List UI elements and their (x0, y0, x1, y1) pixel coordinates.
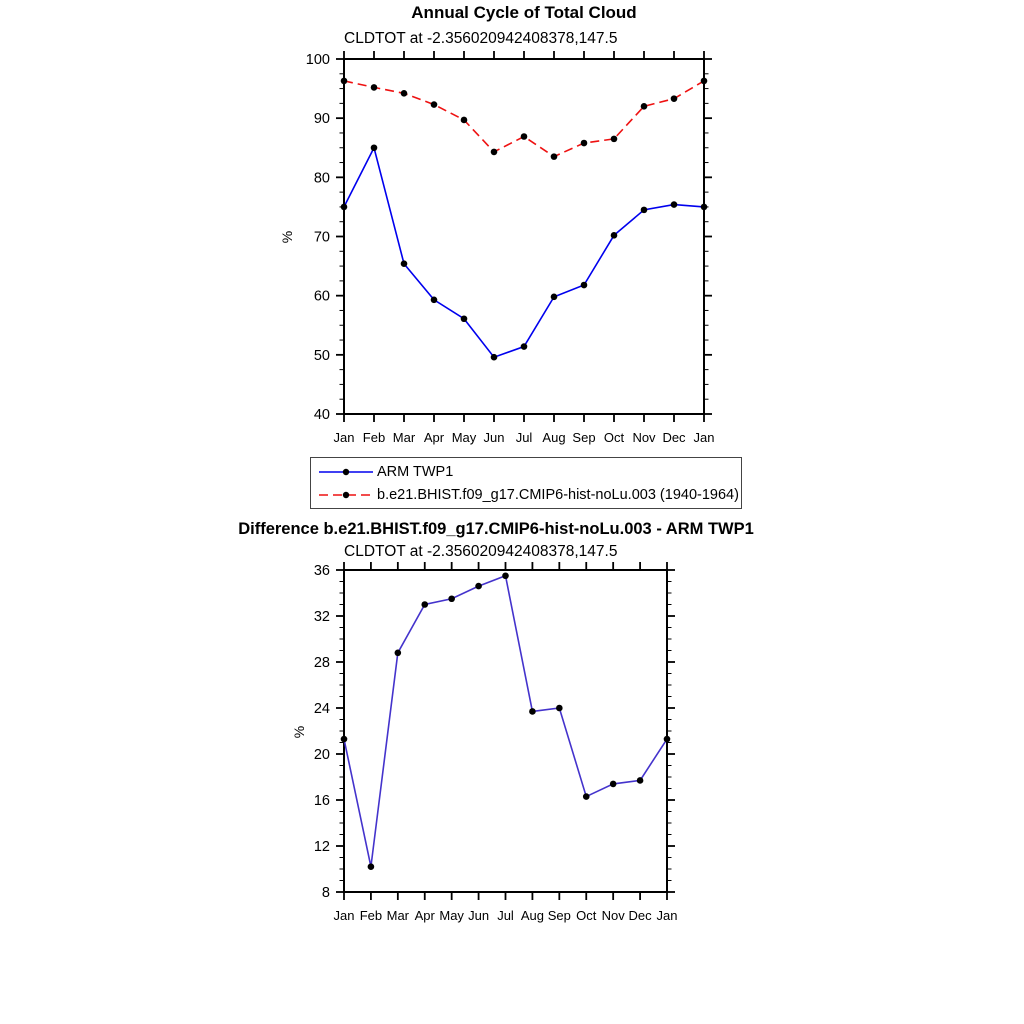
svg-text:Feb: Feb (362, 430, 386, 445)
annual-cycle-chart (306, 51, 715, 445)
svg-text:Sep: Sep (572, 430, 596, 445)
chart2-title: Difference b.e21.BHIST.f09_g17.CMIP6-hist-noLu.003 - ARM TWP1 (238, 520, 754, 538)
legend-item-arm-twp1 (317, 460, 735, 483)
svg-text:Jan: Jan (333, 908, 355, 923)
svg-text:20: 20 (313, 747, 330, 763)
svg-text:Feb: Feb (359, 908, 383, 923)
chart1-title: Annual Cycle of Total Cloud (411, 3, 637, 22)
legend-label-arm-twp1: ARM TWP1 (377, 463, 454, 480)
svg-text:Jan: Jan (693, 430, 715, 445)
svg-text:70: 70 (313, 229, 330, 246)
svg-text:100: 100 (305, 52, 330, 68)
svg-text:Jun: Jun (468, 908, 490, 923)
svg-text:May: May (439, 908, 464, 923)
svg-text:Jul: Jul (497, 908, 514, 923)
svg-text:Apr: Apr (423, 430, 445, 445)
legend-line-dashed-icon (317, 489, 375, 501)
svg-text:50: 50 (313, 347, 330, 364)
svg-text:Sep: Sep (547, 908, 571, 923)
svg-text:Nov: Nov (601, 908, 625, 923)
svg-text:Aug: Aug (542, 430, 566, 445)
svg-text:Jan: Jan (656, 908, 678, 923)
chart1-legend (310, 457, 742, 509)
svg-text:12: 12 (313, 839, 330, 855)
svg-text:32: 32 (313, 609, 330, 625)
svg-text:80: 80 (313, 170, 330, 187)
chart1-subtitle: CLDTOT at -2.356020942408378,147.5 (344, 30, 618, 47)
svg-text:Jun: Jun (483, 430, 505, 445)
svg-text:Oct: Oct (576, 908, 597, 923)
svg-text:40: 40 (313, 407, 330, 423)
svg-text:Mar: Mar (392, 430, 416, 445)
legend-line-solid-icon (317, 466, 375, 478)
chart2-y-axis-label: % (291, 725, 308, 739)
svg-text:8: 8 (321, 885, 330, 901)
svg-text:36: 36 (313, 563, 330, 579)
legend-item-model (317, 483, 739, 506)
difference-chart (314, 562, 678, 923)
svg-text:Aug: Aug (520, 908, 544, 923)
svg-text:60: 60 (313, 288, 330, 305)
svg-text:Jan: Jan (333, 430, 355, 445)
svg-text:Apr: Apr (414, 908, 435, 923)
svg-text:28: 28 (313, 655, 330, 671)
legend-label-model: b.e21.BHIST.f09_g17.CMIP6-hist-noLu.003 (1940-1964) (377, 486, 739, 503)
svg-text:Oct: Oct (603, 430, 625, 445)
svg-text:90: 90 (313, 111, 330, 128)
svg-text:Dec: Dec (662, 430, 686, 445)
svg-text:24: 24 (313, 701, 330, 717)
svg-text:Mar: Mar (386, 908, 410, 923)
svg-text:16: 16 (313, 793, 330, 809)
svg-text:Dec: Dec (628, 908, 652, 923)
svg-text:Jul: Jul (515, 430, 533, 445)
svg-text:Nov: Nov (632, 430, 656, 445)
chart1-y-axis-label: % (279, 230, 296, 244)
svg-text:May: May (451, 430, 477, 445)
chart2-subtitle: CLDTOT at -2.356020942408378,147.5 (344, 543, 618, 560)
